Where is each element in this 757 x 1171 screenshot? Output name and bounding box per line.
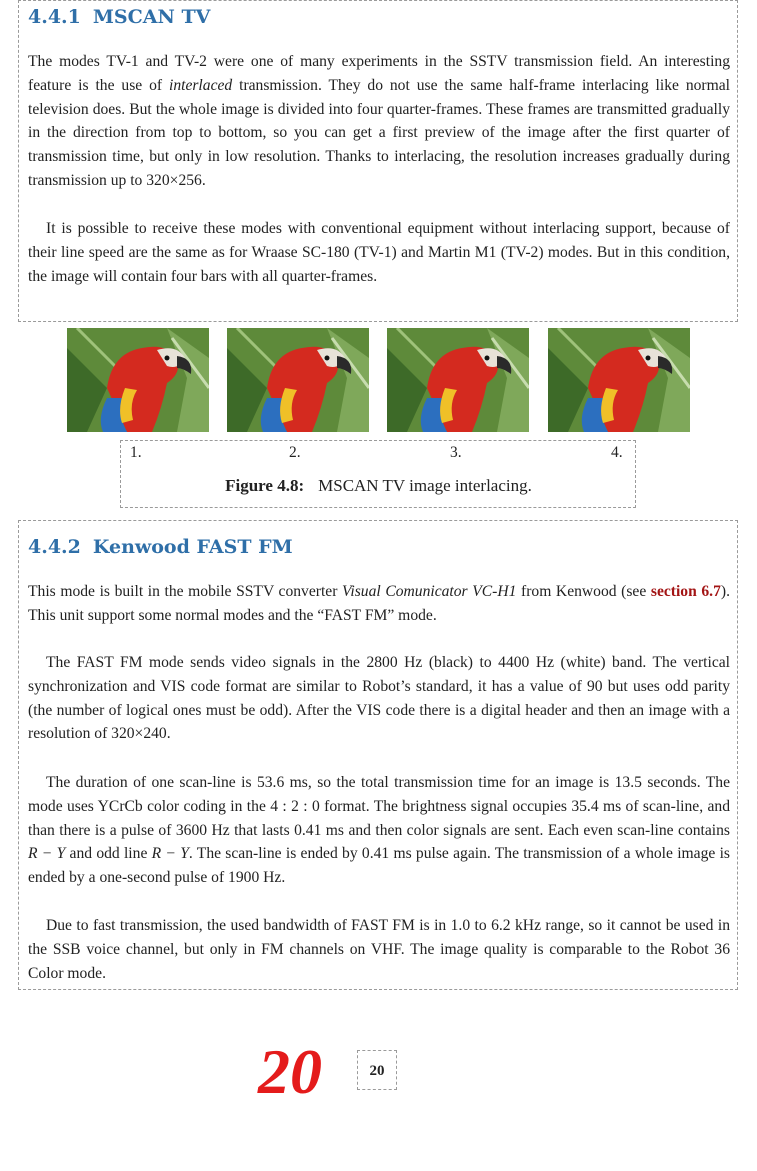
- text-run: and odd line: [65, 845, 152, 863]
- parrot-image-4: [548, 328, 690, 432]
- paragraph: [28, 914, 730, 985]
- paragraph: [28, 217, 730, 288]
- figure-caption: [0, 476, 757, 496]
- section-title-text: MSCAN TV: [92, 6, 211, 28]
- section-reference-link[interactable]: section 6.7: [650, 583, 721, 600]
- formula: R − Y: [151, 845, 189, 863]
- paragraph: [28, 580, 730, 628]
- text-run: Due to fast transmission, the used bandwidth of FAST FM is in 1.0 to 6.2 kHz range, so it cannot be used in the SSB voice channel, but only in FM channels on VHF. The image quality is comparable to the Robot 36 Color mode.: [28, 917, 730, 982]
- figure-label-4: 4.: [611, 444, 623, 461]
- formula: R − Y: [28, 845, 66, 863]
- figure-caption-text: MSCAN TV image interlacing.: [318, 476, 532, 495]
- text-run: The modes TV-1 and TV-2 were one of many experiments in the SSTV transmission field. An interesting feature is the use of: [28, 53, 730, 94]
- figure-label-3: 3.: [450, 444, 462, 461]
- text-run: from Kenwood (see: [516, 583, 651, 600]
- section-number: 4.4.1: [28, 6, 81, 28]
- text-run: The duration of one scan-line is 53.6 ms, so the total transmission time for an image is 13.5 seconds. The mode uses YCrCb color coding in the 4 : 2 : 0 format. The brightness signal occupies 35.4 ms of scan-line, and than there is a pulse of 3600 Hz that lasts 0.41 ms and then color signals are sent. Each even scan-line contains: [28, 774, 730, 839]
- text-run: This mode is built in the mobile SSTV converter: [28, 583, 343, 600]
- layout-box-figure: [120, 440, 636, 508]
- section-title-text: Kenwood FAST FM: [92, 536, 293, 558]
- figure-label-1: 1.: [130, 444, 142, 461]
- page-number-small: 20: [357, 1050, 397, 1090]
- paragraph: [28, 771, 730, 890]
- figure-caption-label: Figure 4.8:: [225, 476, 305, 495]
- paragraph: [28, 50, 730, 193]
- parrot-image-2: [227, 328, 369, 432]
- text-run: The FAST FM mode sends video signals in the 2800 Hz (black) to 4400 Hz (white) band. The vertical synchronization and VIS code format are similar to Robot’s standard, it has a value of 90 but uses odd parity (the number of logical ones must be odd). After the VIS code there is a digital header and then an image with a resolution of 320×240.: [28, 654, 730, 743]
- parrot-image-3: [387, 328, 529, 432]
- text-run: It is possible to receive these modes with conventional equipment without interlacing support, because of their line speed are the same as for Wraase SC-180 (TV-1) and Martin M1 (TV-2) modes. But in this condition, the image will contain four bars with all quarter-frames.: [28, 220, 730, 285]
- text-run: ). This unit support some normal modes and the “FAST FM” mode.: [28, 583, 730, 624]
- paragraph: [28, 651, 730, 746]
- section-number: 4.4.2: [28, 536, 81, 558]
- text-run: . The scan-line is ended by 0.41 ms pulse again. The transmission of a whole image is ended by a one-second pulse of 1900 Hz.: [28, 845, 730, 887]
- section-title-mscan-tv: [28, 6, 210, 28]
- text-run: transmission. They do not use the same half-frame interlacing like normal television does. But the whole image is divided into four quarter-frames. These frames are transmitted gradually in the direction from top to bottom, so you can get a first preview of the image after the first quarter of transmission time, but only in low resolution. Thanks to interlacing, the resolution increases gradually during transmission up to 320×256.: [28, 76, 730, 189]
- page-number-large: 20: [258, 1036, 322, 1107]
- figure-label-2: 2.: [289, 444, 301, 461]
- emphasis-text: interlaced: [168, 76, 233, 94]
- section-title-kenwood-fast-fm: [28, 536, 293, 558]
- parrot-image-1: [67, 328, 209, 432]
- emphasis-text: Visual Comunicator VC-H1: [342, 583, 517, 600]
